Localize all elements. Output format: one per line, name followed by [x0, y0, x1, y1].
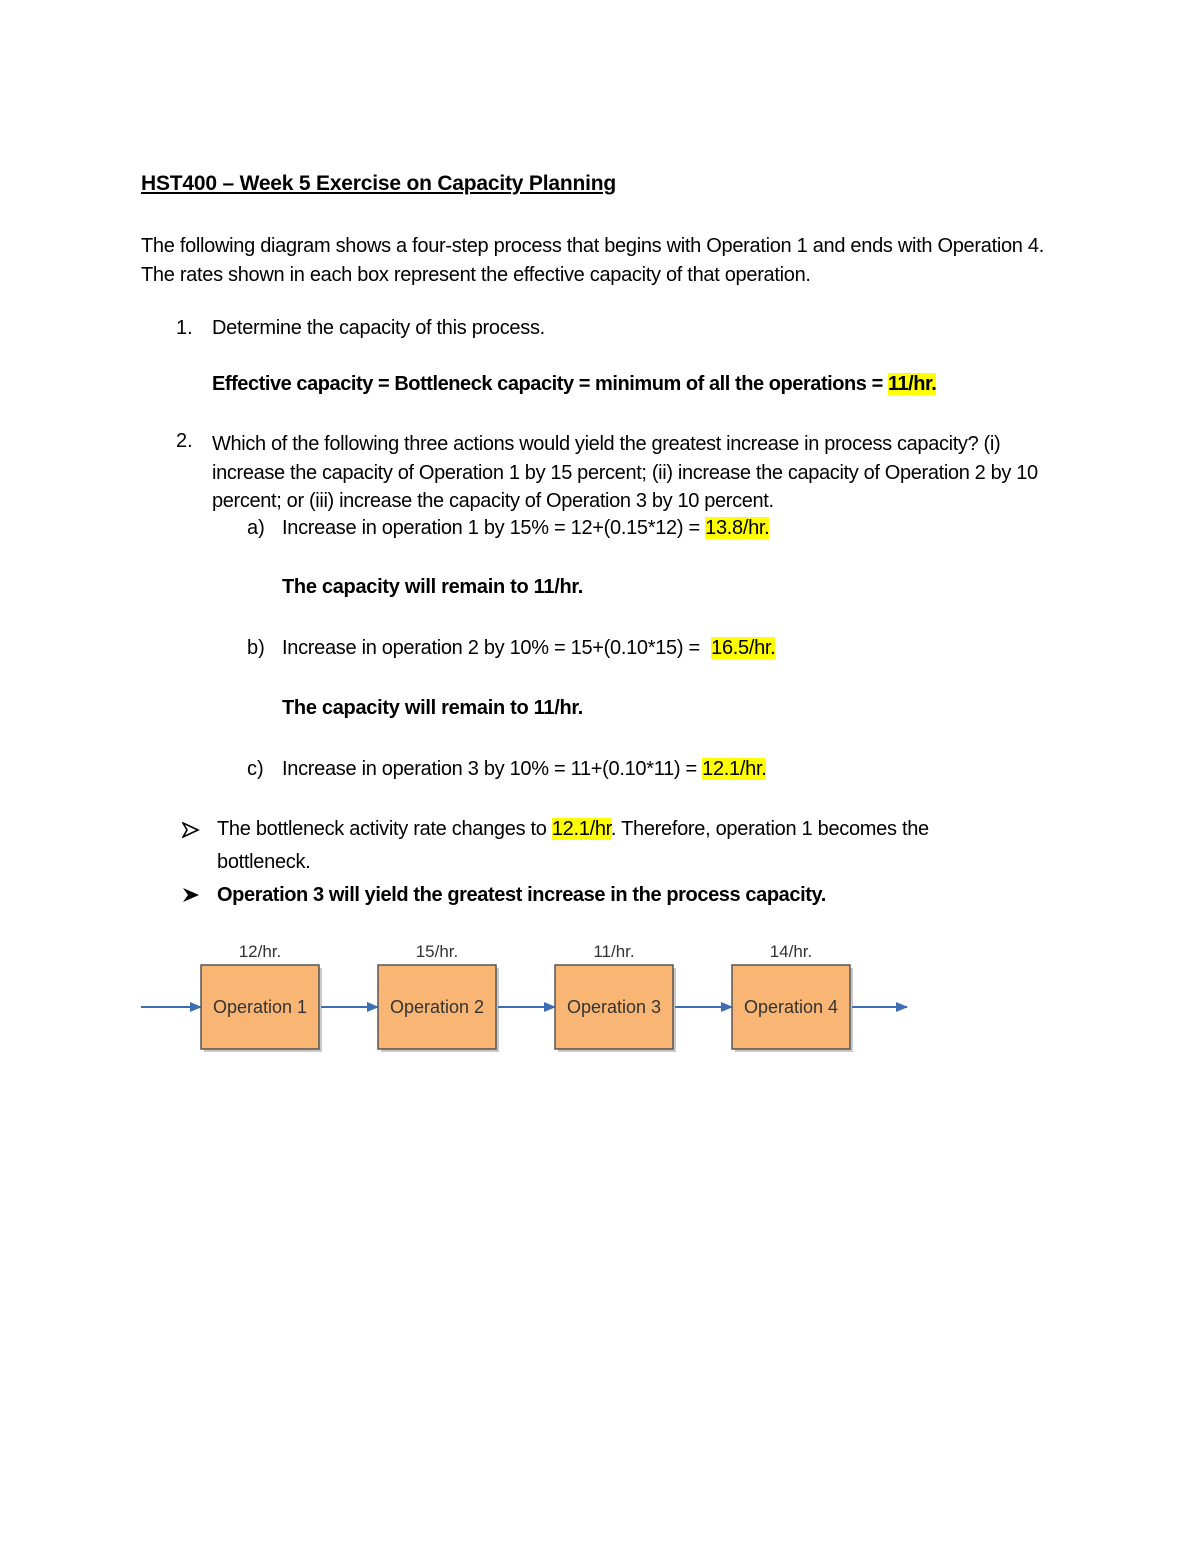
answer-c-text: Increase in operation 3 by 10% = 11+(0.10*11) = [282, 758, 703, 780]
arrow-bullet-icon [182, 887, 200, 903]
question-1-answer-prefix: Effective capacity = Bottleneck capacity = minimum of all the operations = [212, 373, 888, 395]
answer-c [282, 758, 766, 781]
operation-rate-3: 11/hr. [593, 942, 635, 961]
operation-rate-1: 12/hr. [238, 942, 282, 961]
answer-c-marker: c) [247, 758, 264, 780]
answer-c-value: 12.1/hr. [702, 758, 767, 780]
operation-label-4: Operation 4 [743, 997, 839, 1017]
arrow-bullet-icon [182, 822, 200, 838]
answer-a-text: Increase in operation 1 by 15% = 12+(0.15*12) = [282, 517, 706, 539]
bullet-2: Operation 3 will yield the greatest increase in the process capacity. [217, 884, 826, 906]
answer-a [282, 517, 769, 540]
answer-a-value: 13.8/hr. [705, 517, 770, 539]
operation-label-3: Operation 3 [566, 997, 662, 1017]
intro-paragraph: The following diagram shows a four-step process that begins with Operation 1 and ends with Operation 4. The rates shown in each box represent the effective capacity of that operation. [141, 235, 1044, 286]
answer-b [282, 637, 775, 660]
operation-rate-2: 15/hr. [415, 942, 459, 961]
operation-label-1: Operation 1 [212, 997, 308, 1017]
bullet-1-prefix: The bottleneck activity rate changes to [217, 818, 552, 840]
document-title: HST400 – Week 5 Exercise on Capacity Planning [141, 172, 616, 195]
process-flow-diagram [135, 930, 925, 1065]
question-2-number: 2. [176, 430, 193, 452]
bullet-1-line2: bottleneck. [217, 851, 311, 873]
operation-rate-4: 14/hr. [769, 942, 813, 961]
answer-a-note: The capacity will remain to 11/hr. [282, 576, 584, 598]
operation-label-2: Operation 2 [389, 997, 485, 1017]
bullet-1 [217, 818, 929, 841]
answer-b-value: 16.5/hr. [711, 637, 776, 659]
answer-a-marker: a) [247, 517, 265, 539]
bullet-1-value: 12.1/hr [551, 818, 611, 840]
question-1-answer-value: 11/hr. [887, 373, 937, 395]
question-1-number: 1. [176, 317, 193, 339]
question-1-answer [212, 373, 936, 396]
question-1-text: Determine the capacity of this process. [212, 317, 545, 339]
answer-b-marker: b) [247, 637, 265, 659]
answer-b-text: Increase in operation 2 by 10% = 15+(0.10*15) = [282, 637, 706, 659]
question-2-text: Which of the following three actions would yield the greatest increase in process capacity? (i) increase the capacity of Operation 1 by 15 percent; (ii) increase the capacity of Operation 2 by 10 percent; or (iii) increase the capacity of Operation 3 by 10 percent. [212, 433, 1038, 512]
answer-b-note: The capacity will remain to 11/hr. [282, 697, 584, 719]
bullet-1-suffix: . Therefore, operation 1 becomes the [610, 818, 929, 840]
